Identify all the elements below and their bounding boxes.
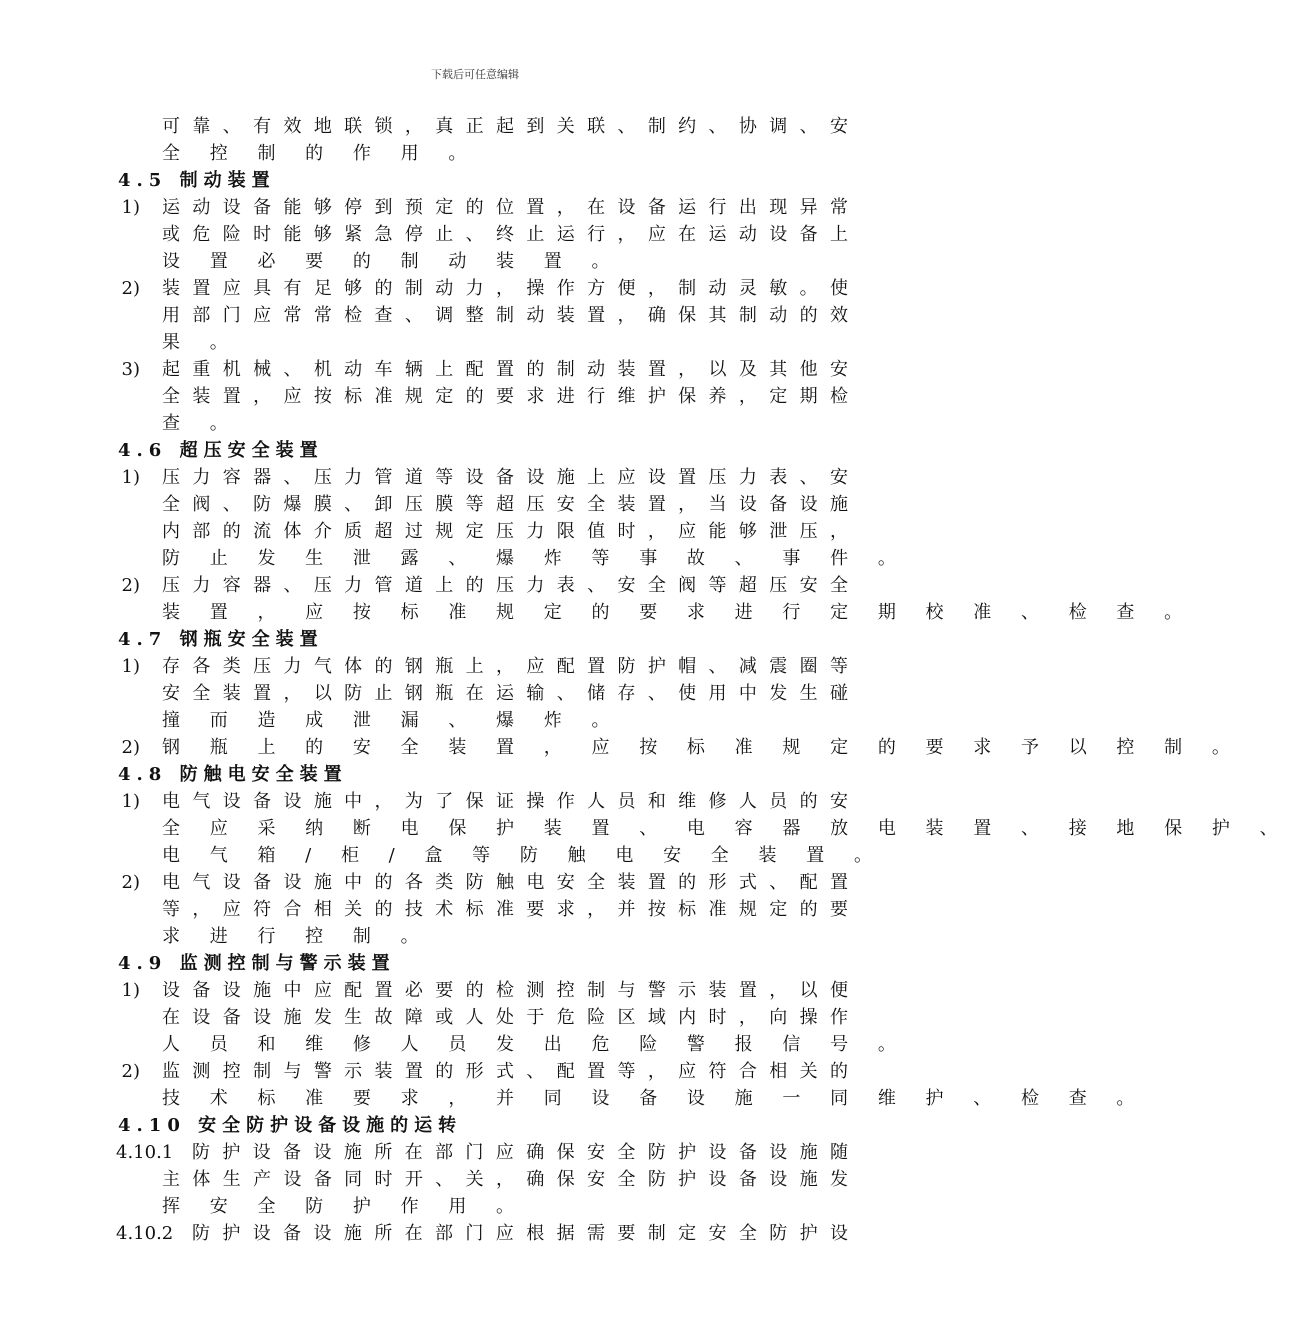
- list-item-number: 1): [121, 197, 140, 218]
- list-item-number: 3): [121, 359, 140, 380]
- paragraph-text: 全 应 采 纳 断 电 保 护 装 置 、 电 容 器 放 电 装 置 、 接 地 保 护 、: [162, 818, 1290, 839]
- paragraph-text: 监 测 控 制 与 警 示 装 置 的 形 式 、 配 置 等 ， 应 符 合 相 关 的: [162, 1061, 848, 1082]
- list-item: [0, 572, 950, 599]
- text-line: [0, 221, 950, 248]
- paragraph-text: 装 置 ， 应 按 标 准 规 定 的 要 求 进 行 定 期 校 准 、 检 查 。: [162, 602, 1195, 623]
- paragraph-text: 防 止 发 生 泄 露 、 爆 炸 等 事 故 、 事 件 。: [162, 548, 908, 569]
- list-item-number: 2): [121, 737, 140, 758]
- paragraph-text: 设 置 必 要 的 制 动 装 置 。: [162, 251, 622, 272]
- paragraph-text: 电 气 箱 / 柜 / 盒 等 防 触 电 安 全 装 置 。: [162, 845, 884, 866]
- text-line: [0, 1004, 950, 1031]
- text-line: [0, 842, 950, 869]
- subsection-number: 4.10.2: [116, 1223, 174, 1244]
- paragraph-text: 全 阀 、 防 爆 膜 、 卸 压 膜 等 超 压 安 全 装 置 ， 当 设 备 设 施: [162, 494, 848, 515]
- paragraph-text: 挥 安 全 防 护 作 用 。: [162, 1196, 527, 1217]
- text-line: [0, 599, 1195, 626]
- section-heading: [0, 626, 950, 653]
- section-heading: [0, 1112, 950, 1139]
- text-line: [0, 113, 950, 140]
- paragraph-text: 电 气 设 备 设 施 中 ， 为 了 保 证 操 作 人 员 和 维 修 人 员 的 安: [162, 791, 848, 812]
- list-item: [0, 788, 950, 815]
- list-item: [0, 734, 1242, 761]
- page-header: 下载后可任意编辑: [431, 68, 519, 81]
- list-item: [0, 869, 950, 896]
- list-item: [0, 653, 950, 680]
- paragraph-text: 电 气 设 备 设 施 中 的 各 类 防 触 电 安 全 装 置 的 形 式 、 配 置: [162, 872, 848, 893]
- paragraph-text: 起 重 机 械 、 机 动 车 辆 上 配 置 的 制 动 装 置 ， 以 及 其 他 安: [162, 359, 848, 380]
- text-line: [0, 680, 950, 707]
- paragraph-text: 或 危 险 时 能 够 紧 急 停 止 、 终 止 运 行 ， 应 在 运 动 设 备 上: [162, 224, 848, 245]
- paragraph-text: 在 设 备 设 施 发 生 故 障 或 人 处 于 危 险 区 域 内 时 ， 向 操 作: [162, 1007, 848, 1028]
- paragraph-text: 内 部 的 流 体 介 质 超 过 规 定 压 力 限 值 时 ， 应 能 够 泄 压 ，: [162, 521, 848, 542]
- subsection-text: 防 护 设 备 设 施 所 在 部 门 应 确 保 安 全 防 护 设 备 设 施 随: [192, 1142, 848, 1163]
- paragraph-text: 求 进 行 控 制 。: [162, 926, 431, 947]
- section-heading-text: 4.8 防触电安全装置: [118, 764, 348, 785]
- list-item-number: 2): [121, 278, 140, 299]
- subsection-number: 4.10.1: [116, 1142, 174, 1163]
- paragraph-text: 运 动 设 备 能 够 停 到 预 定 的 位 置 ， 在 设 备 运 行 出 现 异 常: [162, 197, 848, 218]
- text-line: [0, 1085, 1147, 1112]
- text-line: [0, 140, 950, 167]
- list-item-number: 2): [121, 872, 140, 893]
- list-item-number: 1): [121, 467, 140, 488]
- paragraph-text: 压 力 容 器 、 压 力 管 道 上 的 压 力 表 、 安 全 阀 等 超 压 安 全: [162, 575, 848, 596]
- list-item: [0, 356, 950, 383]
- list-item-number: 2): [121, 1061, 140, 1082]
- list-item-number: 1): [121, 791, 140, 812]
- list-item: [0, 275, 950, 302]
- paragraph-text: 人 员 和 维 修 人 员 发 出 危 险 警 报 信 号 。: [162, 1034, 908, 1055]
- paragraph-text: 用 部 门 应 常 常 检 查 、 调 整 制 动 装 置 ， 确 保 其 制 动 的 效: [162, 305, 848, 326]
- text-line: [0, 248, 950, 275]
- paragraph-text: 全 装 置 ， 应 按 标 准 规 定 的 要 求 进 行 维 护 保 养 ， 定 期 检: [162, 386, 848, 407]
- text-line: [0, 707, 950, 734]
- section-heading-text: 4.7 钢瓶安全装置: [118, 629, 324, 650]
- list-item-number: 1): [121, 980, 140, 1001]
- text-line: [0, 545, 950, 572]
- section-heading: [0, 167, 950, 194]
- text-line: [0, 923, 950, 950]
- section-heading-text: 4.10 安全防护设备设施的运转: [118, 1115, 463, 1136]
- paragraph-text: 果 。: [162, 332, 240, 353]
- text-line: [0, 1193, 950, 1220]
- subsection-line: [0, 1139, 950, 1166]
- paragraph-text: 设 备 设 施 中 应 配 置 必 要 的 检 测 控 制 与 警 示 装 置 ， 以 便: [162, 980, 848, 1001]
- paragraph-text: 等 ， 应 符 合 相 关 的 技 术 标 准 要 求 ， 并 按 标 准 规 定 的 要: [162, 899, 848, 920]
- section-heading: [0, 950, 950, 977]
- text-line: [0, 518, 950, 545]
- text-line: [0, 1031, 950, 1058]
- paragraph-text: 撞 而 造 成 泄 漏 、 爆 炸 。: [162, 710, 622, 731]
- text-line: [0, 815, 1290, 842]
- list-item-number: 1): [121, 656, 140, 677]
- paragraph-text: 存 各 类 压 力 气 体 的 钢 瓶 上 ， 应 配 置 防 护 帽 、 减 震 圈 等: [162, 656, 848, 677]
- text-line: [0, 329, 950, 356]
- paragraph-text: 主 体 生 产 设 备 同 时 开 、 关 ， 确 保 安 全 防 护 设 备 设 施 发: [162, 1169, 848, 1190]
- section-heading-text: 4.5 制动装置: [118, 170, 276, 191]
- list-item: [0, 1058, 950, 1085]
- list-item: [0, 194, 950, 221]
- paragraph-text: 技 术 标 准 要 求 ， 并 同 设 备 设 施 一 同 维 护 、 检 查 。: [162, 1088, 1147, 1109]
- list-item: [0, 977, 950, 1004]
- paragraph-text: 压 力 容 器 、 压 力 管 道 等 设 备 设 施 上 应 设 置 压 力 表 、 安: [162, 467, 848, 488]
- text-line: [0, 410, 950, 437]
- paragraph-text: 全 控 制 的 作 用 。: [162, 143, 479, 164]
- paragraph-text: 可 靠 、 有 效 地 联 锁 ， 真 正 起 到 关 联 、 制 约 、 协 调 、 安: [162, 116, 848, 137]
- text-line: [0, 896, 950, 923]
- section-heading-text: 4.9 监测控制与警示装置: [118, 953, 396, 974]
- section-heading: [0, 437, 950, 464]
- text-line: [0, 491, 950, 518]
- section-heading: [0, 761, 950, 788]
- section-heading-text: 4.6 超压安全装置: [118, 440, 324, 461]
- paragraph-text: 钢 瓶 上 的 安 全 装 置 ， 应 按 标 准 规 定 的 要 求 予 以 控 制 。: [162, 737, 1242, 758]
- list-item-number: 2): [121, 575, 140, 596]
- paragraph-text: 查 。: [162, 413, 240, 434]
- subsection-text: 防 护 设 备 设 施 所 在 部 门 应 根 据 需 要 制 定 安 全 防 护 设: [192, 1223, 848, 1244]
- text-line: [0, 302, 950, 329]
- paragraph-text: 装 置 应 具 有 足 够 的 制 动 力 ， 操 作 方 便 ， 制 动 灵 敏 。 使: [162, 278, 848, 299]
- subsection-line: [0, 1220, 950, 1247]
- document-body: [0, 113, 1290, 1247]
- text-line: [0, 1166, 950, 1193]
- list-item: [0, 464, 950, 491]
- paragraph-text: 安 全 装 置 ， 以 防 止 钢 瓶 在 运 输 、 储 存 、 使 用 中 发 生 碰: [162, 683, 848, 704]
- text-line: [0, 383, 950, 410]
